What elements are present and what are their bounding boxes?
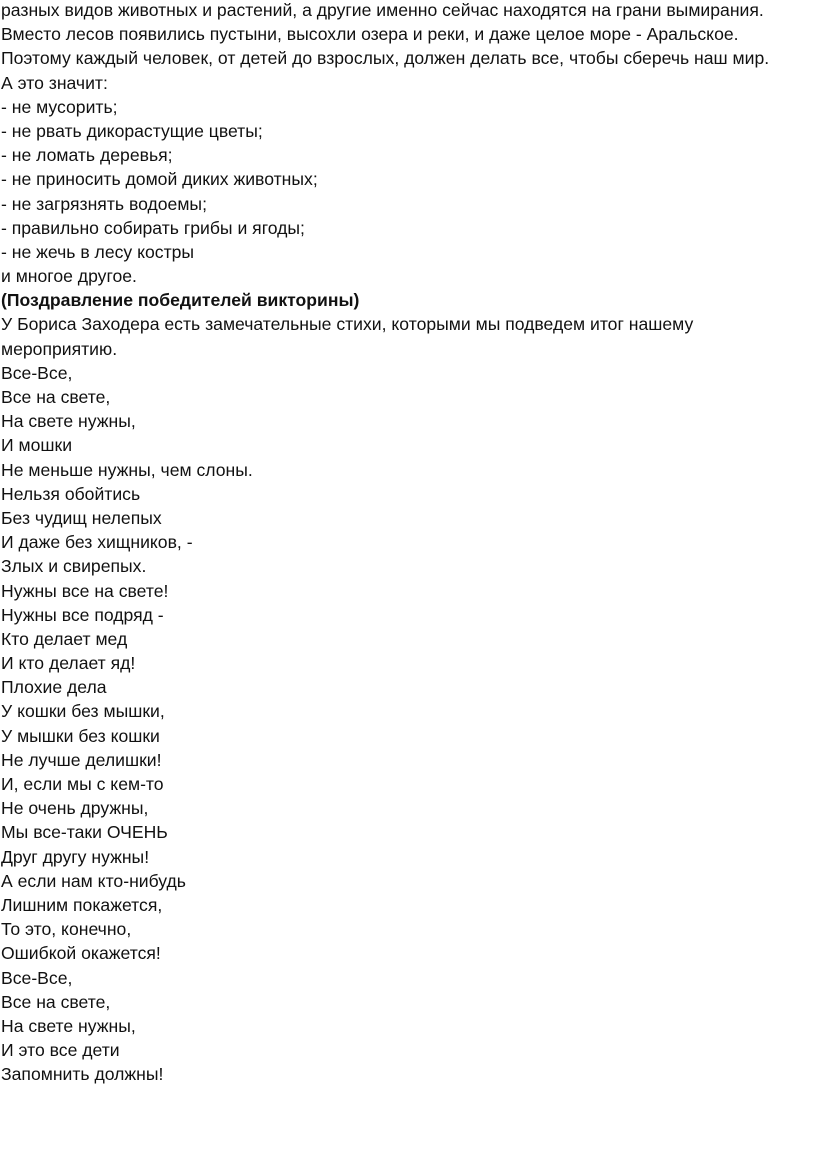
rules-list [1,95,816,289]
poem-line: Плохие дела [1,677,107,698]
poem-line: У мышки без кошки [1,725,160,746]
poem-line: Мы все-таки ОЧЕНЬ [1,822,168,843]
poem [1,361,816,1087]
poem-line: И, если мы с кем-то [1,774,164,794]
poem-line: И это все дети [1,1040,120,1061]
poem-line: И кто делает яд! [1,653,136,674]
text-line: мероприятию. [1,338,118,359]
poem-line: Нельзя обойтись [1,483,141,504]
poem-intro [1,312,816,360]
list-item: - не ломать деревья; [1,145,173,166]
poem-line: Ошибкой окажется! [1,943,161,964]
text-line: У Бориса Заходера есть замечательные стихи, которыми мы подведем итог нашему [1,314,694,335]
poem-line: Не лучше делишки! [1,749,162,770]
poem-line: Кто делает мед [1,628,128,649]
text-line: разных видов животных и растений, а другие именно сейчас находятся на грани вымирания. [1,0,764,20]
section-heading: (Поздравление победителей викторины) [1,290,360,311]
rules-closing: и многое другое. [1,266,137,287]
list-item: - не приносить домой диких животных; [1,169,318,190]
poem-line: То это, конечно, [1,919,132,940]
list-item: - не мусорить; [1,96,118,117]
text-line: Поэтому каждый человек, от детей до взрослых, должен делать все, чтобы сберечь наш мир. [1,48,770,69]
list-item: - правильно собирать грибы и ягоды; [1,217,305,238]
text-line: Вместо лесов появились пустыни, высохли озера и реки, и даже целое море - Аральское. [1,24,739,45]
poem-line: На свете нужны, [1,1015,136,1036]
intro-paragraph [1,0,816,95]
poem-line: Лишним покажется, [1,894,163,915]
poem-line: Без чудищ нелепых [1,507,162,528]
poem-line: Не очень дружны, [1,798,149,819]
poem-line: Все на свете, [1,387,111,407]
list-item: - не рвать дикорастущие цветы; [1,120,263,141]
text-line: А это значит: [1,72,108,93]
list-item: - не загрязнять водоемы; [1,193,207,214]
poem-line: Не меньше нужны, чем слоны. [1,459,253,480]
poem-line: Запомнить должны! [1,1064,164,1085]
poem-line: Все на свете, [1,991,111,1012]
poem-line: Все-Все, [1,362,73,383]
poem-line: У кошки без мышки, [1,701,165,722]
poem-line: Друг другу нужны! [1,846,150,867]
poem-line: Все-Все, [1,967,73,988]
poem-line: А если нам кто-нибудь [1,870,186,891]
poem-line: Нужны все на свете! [1,580,169,601]
list-item: - не жечь в лесу костры [1,241,195,262]
poem-line: На свете нужны, [1,411,136,432]
poem-line: И даже без хищников, - [1,532,193,553]
poem-line: Нужны все подряд - [1,604,164,625]
poem-line: Злых и свирепых. [1,556,147,577]
poem-line: И мошки [1,435,73,456]
